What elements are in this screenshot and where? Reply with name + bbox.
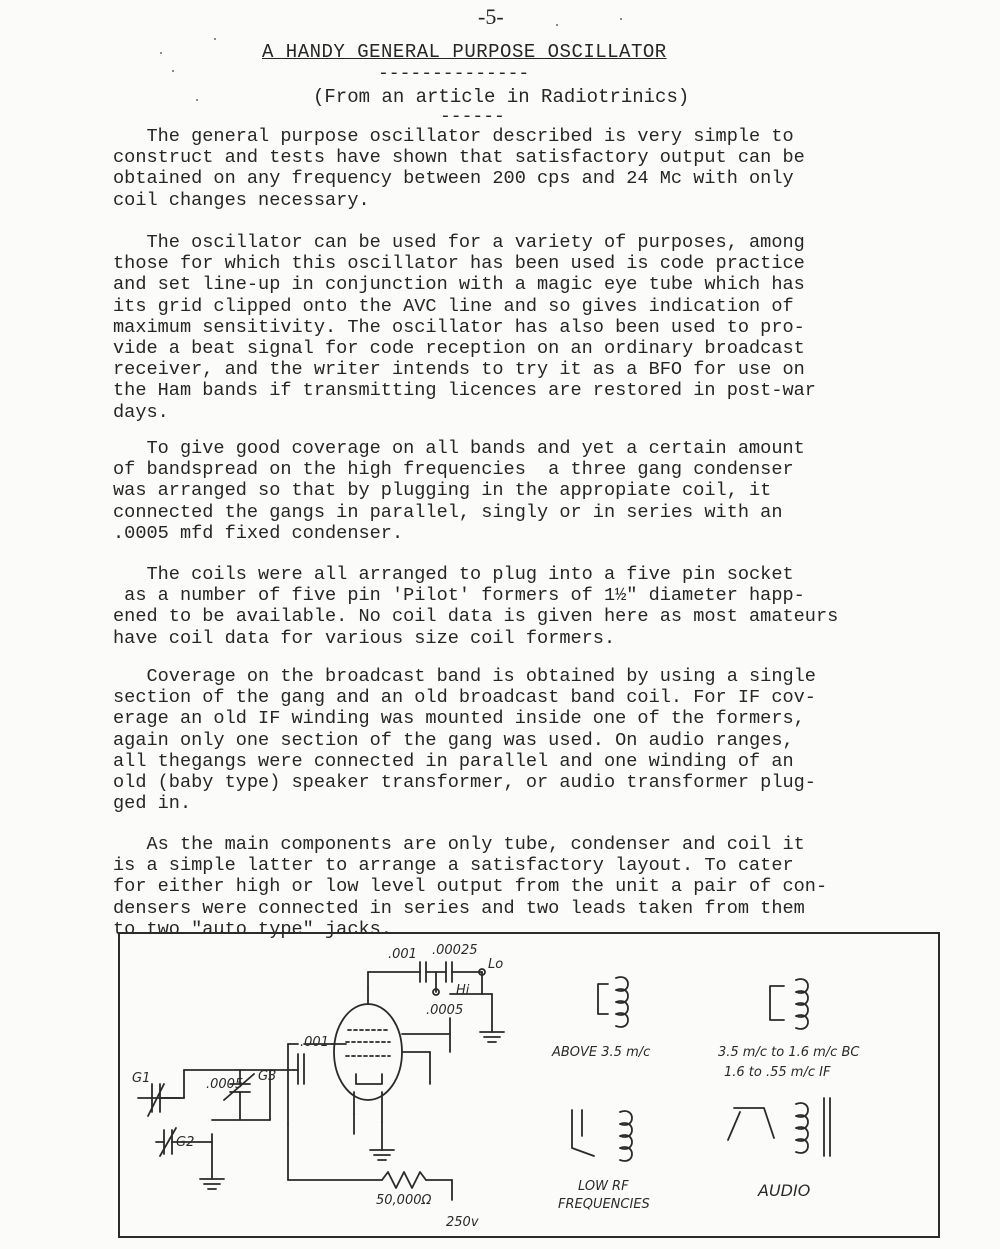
paragraph-uses: The oscillator can be used for a variety of purposes, among those for which this oscillator has been used is code practice and set line-up in conjunction with a magic eye tube which has its grid clipped onto the AVC line and so gives indication of maximum sensitivity. The oscillator has also been used to pro- vide a beat signal for code reception on an ordinary broadcast receiver, and the writer intends to try it as a BFO for use on the Ham bands if transmitting licences are restored in post-war days. bbox=[113, 232, 816, 423]
label-g3: G3 bbox=[258, 1069, 277, 1084]
paragraph-coils: The coils were all arranged to plug into a five pin socket as a number of five pin 'Pilot' formers of 1½" diameter happ- ened to be available. No coil data is given here as most amateurs have coil data for various size coil formers. bbox=[113, 564, 839, 649]
label-coil-bc-1: 3.5 m/c to 1.6 m/c BC bbox=[718, 1045, 860, 1060]
label-c-001: .001 bbox=[388, 947, 417, 962]
label-coil-bc-2: 1.6 to .55 m/c IF bbox=[724, 1065, 831, 1080]
label-c-00025: .00025 bbox=[432, 943, 478, 958]
scan-speck bbox=[556, 24, 558, 26]
page-number: -5- bbox=[478, 4, 504, 29]
tube-icon bbox=[332, 988, 402, 1122]
article-title: A HANDY GENERAL PURPOSE OSCILLATOR bbox=[262, 41, 667, 63]
coil-audio-icon bbox=[728, 1098, 830, 1156]
scan-speck bbox=[196, 99, 198, 101]
paragraph-intro: The general purpose oscillator described is very simple to construct and tests have shown that satisfactory output can be obtained on any frequency between 200 cps and 24 Mc with only coil changes necessary. bbox=[113, 126, 805, 211]
title-rule: -------------- bbox=[378, 64, 530, 84]
label-c-0005-left: .0005 bbox=[206, 1077, 244, 1092]
article-source: (From an article in Radiotrinics) bbox=[313, 86, 690, 108]
label-c-0005-plate: .0005 bbox=[426, 1003, 464, 1018]
label-coil-audio: AUDIO bbox=[758, 1181, 811, 1200]
label-g2: G2 bbox=[176, 1135, 195, 1150]
grid-condenser-icon bbox=[288, 1044, 332, 1124]
coil-bc-icon bbox=[770, 979, 808, 1029]
label-lo: Lo bbox=[488, 957, 504, 972]
scan-speck bbox=[160, 52, 162, 54]
subtitle-rule: ------ bbox=[440, 107, 505, 127]
label-coil-above-35: ABOVE 3.5 m/c bbox=[552, 1045, 651, 1060]
label-hi: Hi bbox=[456, 983, 470, 998]
output-condensers-icon bbox=[368, 962, 504, 1042]
paragraph-broadcast: Coverage on the broadcast band is obtained by using a single section of the gang and an old broadcast band coil. For IF cov- erage an old IF winding was mounted inside one of the formers, again only one section of the gang was used. On audio ranges, all thegangs were connected in parallel and one winding of an old (baby type) speaker transformer, or audio transformer plug- ged in. bbox=[113, 666, 816, 815]
circuit-schematic bbox=[120, 934, 942, 1240]
label-b-plus-250v: 250v bbox=[446, 1215, 479, 1230]
scan-speck bbox=[214, 38, 216, 40]
label-resistor-50000: 50,000Ω bbox=[376, 1193, 432, 1208]
scan-speck bbox=[172, 70, 174, 72]
label-c-001-grid: .001 bbox=[300, 1035, 329, 1050]
label-coil-low-rf-1: LOW RF bbox=[578, 1179, 629, 1194]
label-g1: G1 bbox=[132, 1071, 151, 1086]
paragraph-layout: As the main components are only tube, condenser and coil it is a simple latter to arrange a satisfactory layout. To cater for either high or low level output from the unit a pair of con- densers were connected in series and two leads taken from them to two "auto type" jacks. bbox=[113, 834, 828, 940]
label-coil-low-rf-2: FREQUENCIES bbox=[558, 1197, 650, 1212]
paragraph-coverage: To give good coverage on all bands and yet a certain amount of bandspread on the high frequencies a three gang condenser was arranged so that by plugging in the appropiate coil, it connected the gangs in parallel, singly or in series with an .0005 mfd fixed condenser. bbox=[113, 438, 805, 544]
scan-speck bbox=[620, 18, 622, 20]
coil-above-35-icon bbox=[598, 977, 628, 1027]
coil-low-rf-icon bbox=[572, 1110, 632, 1161]
circuit-diagram bbox=[118, 932, 940, 1238]
tube-wiring-icon bbox=[354, 1018, 450, 1160]
plate-resistor-icon bbox=[288, 1124, 452, 1200]
